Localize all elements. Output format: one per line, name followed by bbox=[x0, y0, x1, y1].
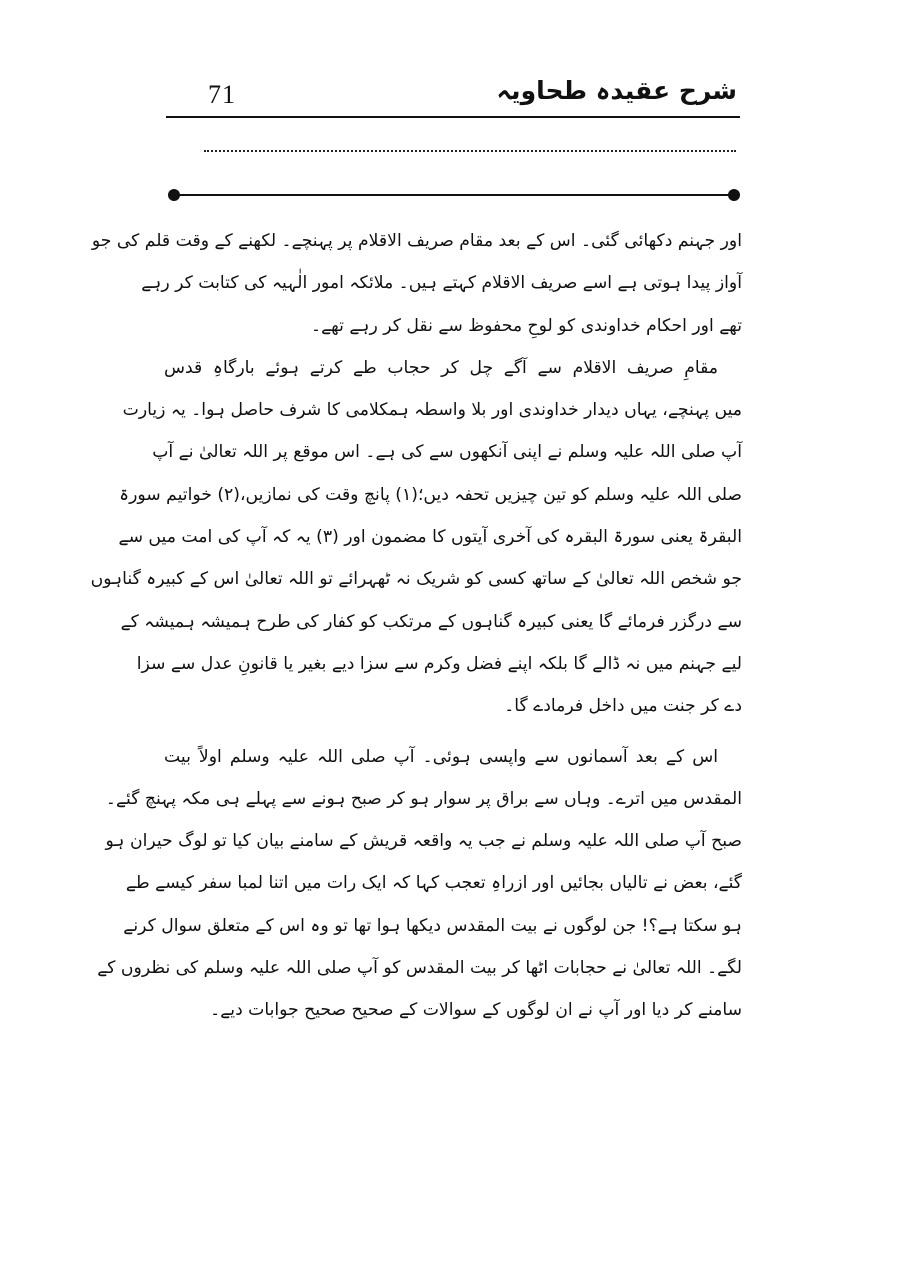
text-line: میں پہنچے، یہاں دیدار خداوندی اور بلا واسطہ ہمکلامی کا شرف حاصل ہوا۔ یہ زیارت bbox=[122, 400, 742, 421]
text-line: تھے اور احکام خداوندی کو لوحِ محفوظ سے نقل کر رہے تھے۔ bbox=[311, 315, 742, 336]
text-line: آپ صلی اللہ علیہ وسلم نے اپنی آنکھوں سے کی ہے۔ اس موقع پر اللہ تعالیٰ نے آپ bbox=[152, 442, 742, 463]
running-title: شرح عقیدہ طحاویہ bbox=[496, 76, 737, 105]
divider-dot-right bbox=[728, 189, 740, 201]
text-line: مقامِ صریف الاقلام سے آگے چل کر حجاب طے کرتے ہوئے بارگاہِ قدس bbox=[164, 357, 718, 378]
text-line: گئے، بعض نے تالیاں بجائیں اور ازراہِ تعجب کہا کہ ایک رات میں اتنا لمبا سفر کیسے طے bbox=[125, 873, 742, 894]
divider-dot-left bbox=[168, 189, 180, 201]
text-line: جو شخص اللہ تعالیٰ کے ساتھ کسی کو شریک نہ ٹھہرائے تو اللہ تعالیٰ اس کے کبیرہ گناہوں bbox=[90, 569, 742, 590]
paragraph-gap bbox=[164, 728, 742, 736]
text-line: لگے۔ اللہ تعالیٰ نے حجابات اٹھا کر بیت المقدس کو آپ صلی اللہ علیہ وسلم کی نظروں کے bbox=[97, 958, 742, 979]
text-line: لیے جہنم میں نہ ڈالے گا بلکہ اپنے فضل وکرم سے سزا دیے بغیر یا قانونِ عدل سے سزا bbox=[136, 653, 742, 674]
page-number: 71 bbox=[208, 80, 236, 109]
text-line: سے درگزر فرمائے گا یعنی کبیرہ گناہوں کے مرتکب کو کفار کی طرح ہمیشہ ہمیشہ کے bbox=[120, 611, 742, 632]
text-line: اس کے بعد آسمانوں سے واپسی ہوئی۔ آپ صلی اللہ علیہ وسلم اولاً بیت bbox=[164, 746, 718, 767]
text-line: المقدس میں اترے۔ وہاں سے براق پر سوار ہو کر صبح ہونے سے پہلے ہی مکہ پہنچ گئے۔ bbox=[105, 788, 742, 809]
text-line: صبح آپ صلی اللہ علیہ وسلم نے جب یہ واقعہ قریش کے سامنے بیان کیا تو لوگ حیران ہو bbox=[105, 831, 742, 852]
text-line: ہو سکتا ہے؟! جن لوگوں نے بیت المقدس دیکھا ہوا تھا تو وہ اس کے متعلق سوال کرنے bbox=[123, 915, 742, 936]
divider-line bbox=[175, 194, 733, 196]
text-line: البقرۃ یعنی سورۃ البقرہ کی آخری آیتوں کا مضمون اور (۳) یہ کہ آپ کی امت میں سے bbox=[118, 527, 742, 548]
body-text bbox=[90, 220, 742, 1032]
text-line: اور جہنم دکھائی گئی۔ اس کے بعد مقام صریف الاقلام پر پہنچے۔ لکھنے کے وقت قلم کی جو bbox=[91, 231, 742, 251]
text-line: آواز پیدا ہوتی ہے اسے صریف الاقلام کہتے ہیں۔ ملائکہ امور الٰہیہ کی کتابت کر رہے bbox=[141, 273, 742, 294]
text-line: دے کر جنت میں داخل فرمادے گا۔ bbox=[504, 696, 742, 717]
header-rule bbox=[166, 116, 740, 118]
dotted-rule bbox=[204, 150, 736, 152]
section-divider bbox=[170, 189, 738, 201]
text-line: صلی اللہ علیہ وسلم کو تین چیزیں تحفہ دیں؛(۱) پانچ وقت کی نمازیں،(۲) خواتیم سورۃ bbox=[119, 484, 742, 505]
text-line: سامنے کر دیا اور آپ نے ان لوگوں کے سوالات کے صحیح صحیح جوابات دیے۔ bbox=[210, 1000, 742, 1021]
